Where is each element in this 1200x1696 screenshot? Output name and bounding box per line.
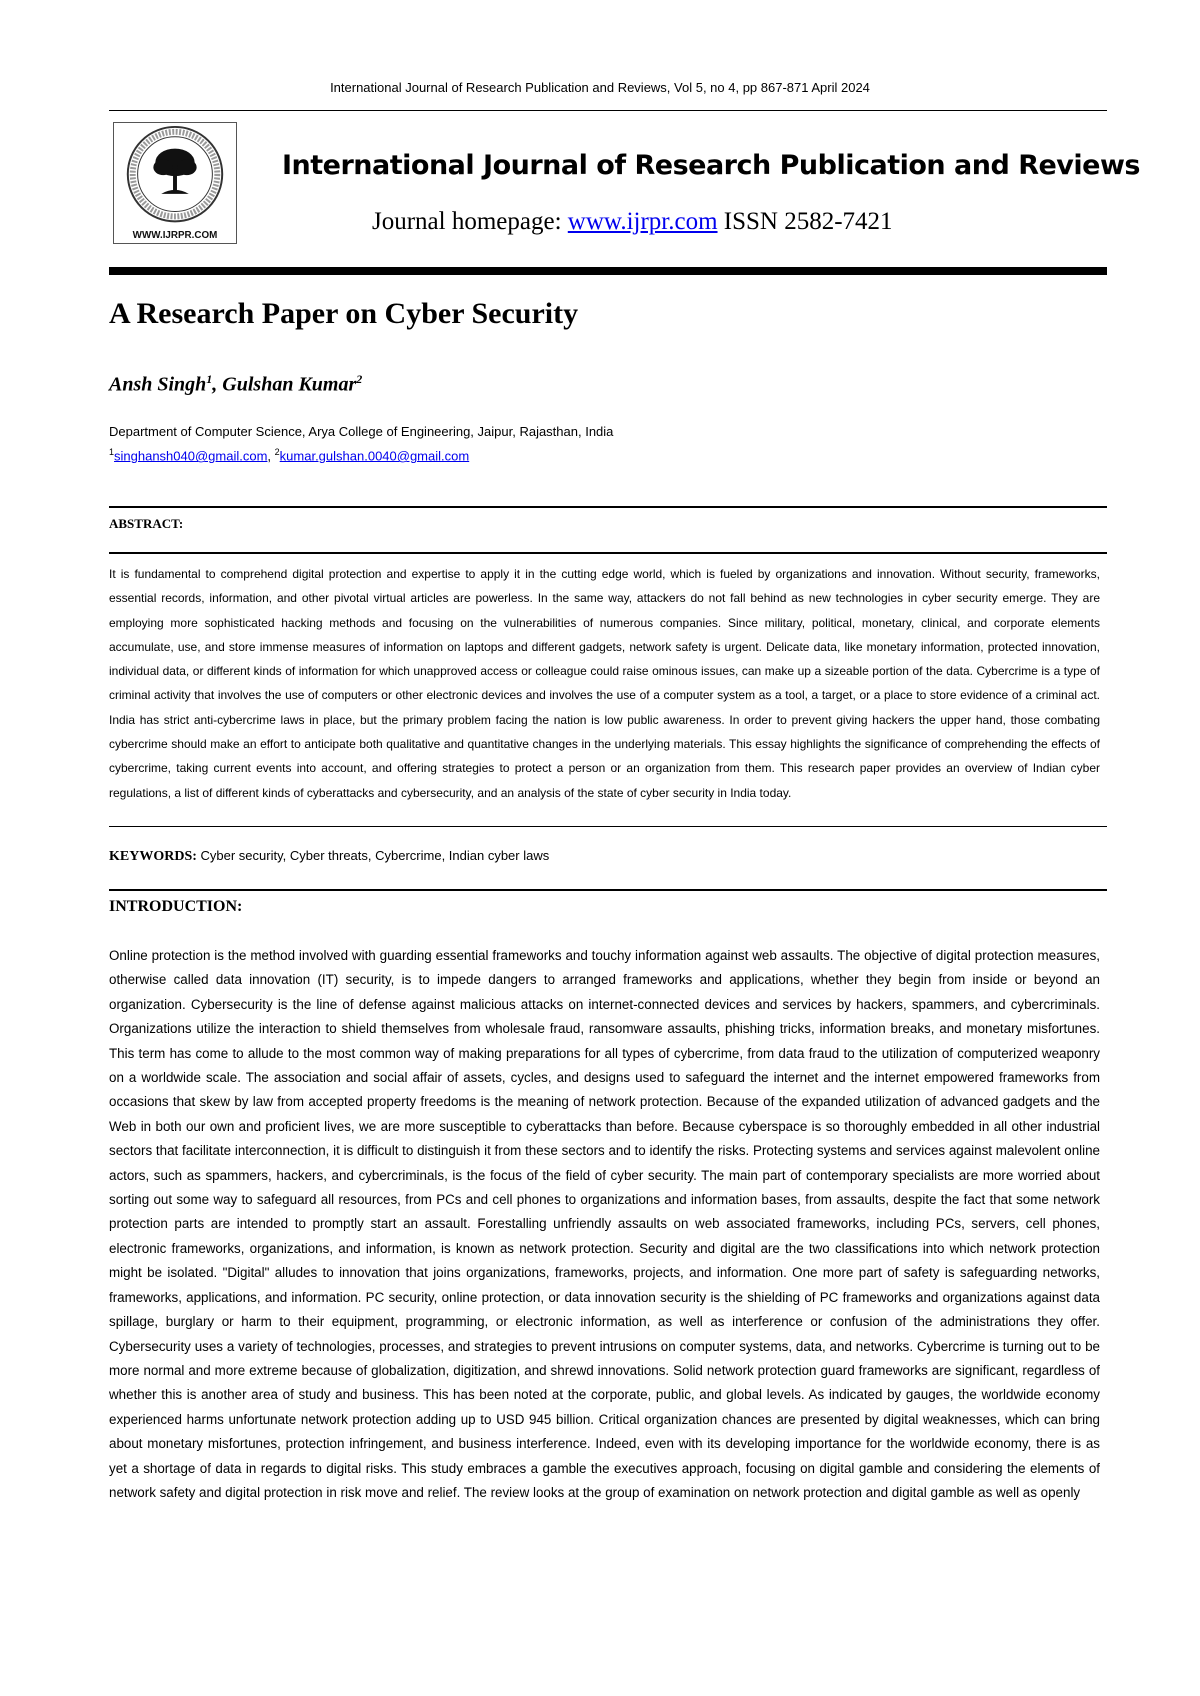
keywords: [109, 848, 549, 865]
author-sup: 2: [356, 372, 363, 386]
author-separator: ,: [212, 373, 223, 396]
abstract-bottom-rule: [109, 826, 1107, 827]
author-name: Gulshan Kumar: [222, 373, 357, 396]
author-sup: 1: [206, 372, 213, 386]
running-header: International Journal of Research Publication and Reviews, Vol 5, no 4, pp 867-871 April 2024: [330, 80, 870, 95]
introduction-body: Online protection is the method involved with guarding essential frameworks and touchy information against web assaults. The objective of digital protection measures, otherwise called data innovation (IT) security, is to impede dangers to arranged frameworks and applications, whether they begin from inside or beyond an organization. Cybersecurity is the line of defense against malicious attacks on internet-connected devices and services by hackers, spammers, and cybercriminals. Organizations utilize the interaction to shield themselves from wholesale fraud, ransomware assaults, phishing tricks, information breaks, and monetary misfortunes. This term has come to allude to the most common way of making preparations for all types of cybercrime, from data fraud to the utilization of computerized weaponry on a worldwide scale. The association and social affair of assets, cycles, and designs used to safeguard the internet and the internet empowered frameworks from occasions that skew by law from accepted property freedoms is the meaning of network protection. Because of the expanded utilization of advanced gadgets and the Web in both our own and proficient lives, we are more susceptible to cyberattacks than before. Because cyberspace is so thoroughly embedded in all other industrial sectors that facilitate interconnection, it is difficult to distinguish it from these sectors and to identify the risks. Protecting systems and services against malevolent online actors, such as spammers, hackers, and cybercriminals, is the focus of the field of cyber security. The main part of contemporary specialists are more worried about sorting out some way to safeguard all resources, from PCs and cell phones to organizations and information bases, from assaults, despite the fact that some network protection parts are intended to promptly start an assault. Forestalling unfriendly assaults on web associated frameworks, including PCs, servers, cell phones, electronic frameworks, organizations, and information, is known as network protection. Security and digital are the two classifications into which network protection might be isolated. "Digital" alludes to innovation that joins organizations, frameworks, projects, and information. One more part of safety is safeguarding networks, frameworks, applications, and information. PC security, online protection, or data innovation security is the shielding of PC frameworks and organizations against data spillage, burglary or harm to their equipment, programming, or electronic information, as well as interference or confusion of the administrations they offer. Cybersecurity uses a variety of technologies, processes, and strategies to prevent intrusions on computer systems, data, and networks. Cybercrime is turning out to be more normal and more extreme because of globalization, digitization, and shrewd innovations. Solid network protection guard frameworks are significant, regardless of whether this is another area of study and business. This has been noted at the corporate, public, and global levels. As indicated by gauges, the worldwide economy experienced harms unfortunate network protection adding up to USD 945 billion. Critical organization chances are presented by digital weaknesses, which can bring about monetary misfortunes, protection infringement, and business interference. Indeed, even with its developing importance for the worldwide economy, there is as yet a shortage of data in regards to digital risks. This study embraces a gamble the executives approach, focusing on digital gamble and considering the elements of network safety and digital protection in risk move and relief. The review looks at the group of examination on network protection and digital gamble as well as openly: [109, 948, 1100, 1500]
abstract-heading: ABSTRACT:: [109, 516, 184, 531]
abstract-top-rule: [109, 506, 1107, 508]
email-link[interactable]: kumar.gulshan.0040@gmail.com: [279, 448, 470, 464]
affiliation: Department of Computer Science, Arya College of Engineering, Jaipur, Rajasthan, India: [109, 424, 614, 439]
abstract-heading-rule: [109, 552, 1107, 554]
paper-title: A Research Paper on Cyber Security: [109, 297, 579, 330]
tree-seal-icon: [114, 123, 236, 243]
email-link[interactable]: singhansh040@gmail.com: [114, 448, 268, 464]
header-rule: [109, 110, 1107, 111]
masthead-rule: [109, 267, 1107, 275]
author-list: [109, 372, 362, 397]
homepage-link[interactable]: www.ijrpr.com: [567, 208, 718, 235]
journal-logo: [113, 122, 237, 244]
journal-title: International Journal of Research Publication and Reviews: [282, 150, 1140, 181]
issn: ISSN 2582-7421: [723, 208, 893, 235]
keywords-label: KEYWORDS:: [109, 849, 197, 864]
homepage-prefix: Journal homepage:: [372, 208, 568, 235]
keywords-text: Cyber security, Cyber threats, Cybercrime, Indian cyber laws: [196, 848, 550, 863]
email-sup: 1: [109, 447, 115, 457]
abstract-body: It is fundamental to comprehend digital protection and expertise to apply it in the cutting edge world, which is fueled by organizations and innovation. Without security, frameworks, essential records, information, and other pivotal virtual articles are powerless. In the same way, attackers do not fall behind as new technologies in cyber security emerge. They are employing more sophisticated hacking methods and focusing on the vulnerabilities of numerous companies. Since military, political, monetary, clinical, and corporate elements accumulate, use, and store immense measures of information on laptops and different gadgets, network safety is urgent. Delicate data, like monetary information, protected innovation, individual data, or different kinds of information for which unapproved access or colleague could raise ominous issues, can make up a sizeable portion of the data. Cybercrime is a type of criminal activity that involves the use of computers or other electronic devices and involves the use of a computer system as a tool, a target, or a place to store evidence of a criminal act. India has strict anti-cybercrime laws in place, but the primary problem facing the nation is low public awareness. In order to prevent giving hackers the upper hand, those combating cybercrime should make an effort to anticipate both qualitative and quantitative changes in the underlying materials. This essay highlights the significance of comprehending the effects of cybercrime, taking current events into account, and offering strategies to protect a person or an organization from them. This research paper provides an overview of Indian cyber regulations, a list of different kinds of cyberattacks and cybersecurity, and an analysis of the state of cyber security in India today.: [109, 567, 1100, 800]
author-emails: $^1$singhansh040@gmail.com, $^2$kumar.gulshan.0040@gmail.com: [109, 447, 470, 464]
author-name: Ansh Singh: [109, 373, 207, 396]
logo-caption: WWW.IJRPR.COM: [132, 230, 218, 242]
introduction-heading: INTRODUCTION:: [109, 898, 243, 915]
email-sup: 2: [274, 447, 280, 457]
intro-top-rule: [109, 889, 1107, 891]
